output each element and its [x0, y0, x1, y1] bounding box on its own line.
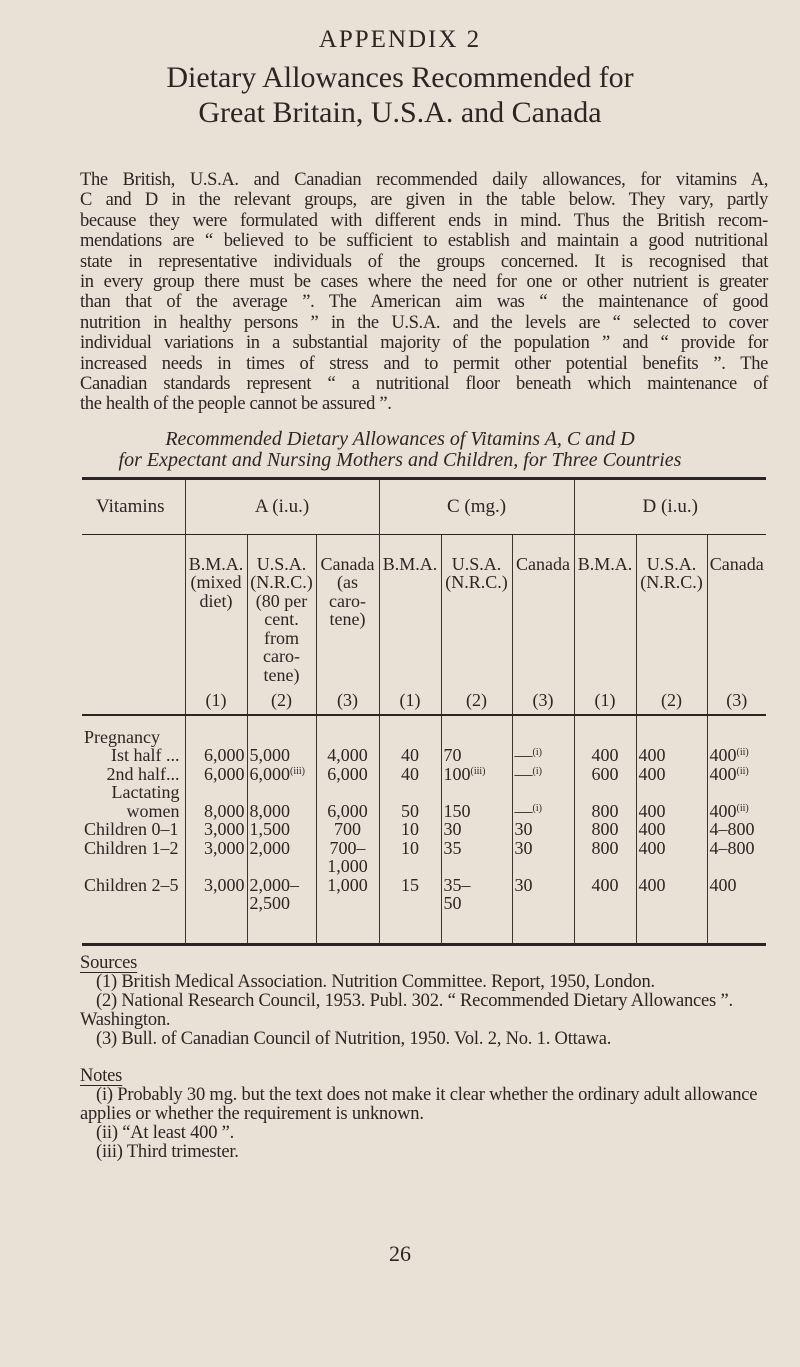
table-cell — [512, 746, 574, 765]
cell-value: 400 — [709, 763, 737, 784]
cell-value: 400 — [709, 874, 737, 895]
cell-value: 400 — [709, 800, 737, 821]
cell-value: 400 — [638, 745, 666, 766]
caption-line: Recommended Dietary Allowances of Vitamins A, C and D — [165, 427, 635, 450]
table-cell — [636, 839, 707, 876]
cell-value: 30 — [514, 874, 533, 895]
table-cell — [574, 783, 636, 820]
table-cell — [574, 839, 636, 876]
subheader-empty — [82, 685, 185, 715]
cell-value: 10 — [401, 837, 419, 858]
appendix-heading: APPENDIX 2 — [318, 26, 482, 53]
cell-value: 15 — [401, 874, 419, 895]
table-cell — [247, 746, 316, 765]
cell-value: 1,500 — [249, 819, 290, 840]
subheader-cell — [636, 534, 707, 685]
table-source-number-row — [82, 685, 766, 715]
source-number: (3) — [337, 690, 358, 711]
table-cell — [707, 765, 766, 784]
cell-value: 6,000 — [327, 763, 368, 784]
note-item: (i) Probably 30 mg. but the text does not make it clear whether the ordinary adult allowance — [96, 1084, 758, 1105]
table-cell — [379, 839, 441, 876]
source-number: (3) — [726, 690, 748, 711]
table-header-row — [82, 478, 766, 534]
table-cell — [185, 839, 247, 876]
intro-line: in every group there must be cases where the need for one or other nutrient is greater — [80, 272, 768, 293]
subheader-cell — [574, 534, 636, 685]
table-cell — [707, 746, 766, 765]
table-row — [82, 783, 766, 820]
cell-value: 400 — [709, 745, 737, 766]
cell-value: 40 — [401, 763, 419, 784]
cell-value: 70 — [443, 745, 462, 766]
intro-line: C and D in the relevant groups, are given in the table below. They vary, partly — [80, 190, 768, 211]
row-label: Children 2–5 — [82, 876, 185, 945]
header-vitamin-d: D (i.u.) — [574, 478, 766, 534]
table-cell — [574, 876, 636, 945]
cell-value: 2,000– 2,500 — [249, 874, 299, 914]
table-row — [82, 839, 766, 876]
subheader-cell — [441, 534, 512, 685]
cell-value: 6,000 — [327, 800, 368, 821]
table-cell — [707, 839, 766, 876]
cell-value: 4–800 — [709, 837, 755, 858]
table-cell — [247, 820, 316, 839]
cell-value: 30 — [514, 819, 533, 840]
cell-value: 400 — [591, 874, 619, 895]
cell-value: 10 — [401, 819, 419, 840]
source-number: (1) — [594, 690, 616, 711]
intro-line: mendations are “ believed to be sufficient to establish and maintain a good nutritional — [80, 231, 768, 252]
cell-value: 400 — [638, 763, 666, 784]
table-cell — [441, 715, 512, 747]
table-cell — [512, 783, 574, 820]
table-cell — [379, 783, 441, 820]
table-cell — [512, 765, 574, 784]
cell-value: 35– 50 — [443, 874, 471, 914]
table-cell — [379, 820, 441, 839]
table-cell — [185, 765, 247, 784]
table-cell — [636, 876, 707, 945]
sources-heading: Sources — [80, 952, 138, 973]
table-cell — [512, 715, 574, 747]
subheader-cell — [512, 534, 574, 685]
page-number: 26 — [389, 1240, 411, 1266]
intro-line: The British, U.S.A. and Canadian recommended daily allowances, for vitamins A, — [80, 170, 768, 190]
table-cell — [441, 820, 512, 839]
footnote-ref: (iii) — [290, 765, 305, 777]
source-number-cell — [247, 685, 316, 715]
cell-value: 40 — [401, 745, 419, 766]
subheader-cell — [316, 534, 379, 685]
cell-value: 400 — [638, 800, 666, 821]
page-title — [0, 60, 800, 130]
cell-value: 35 — [443, 837, 462, 858]
sources-section — [80, 954, 770, 1049]
cell-value: 4–800 — [709, 819, 755, 840]
cell-value: 6,000 — [204, 763, 245, 784]
table-cell — [316, 839, 379, 876]
table-row — [82, 715, 766, 747]
cell-value: 3,000 — [204, 837, 245, 858]
source-number-cell — [441, 685, 512, 715]
subheader-cell — [185, 534, 247, 685]
table-cell — [185, 715, 247, 747]
cell-value: 30 — [443, 819, 462, 840]
subheader-text: Canada — [709, 553, 764, 574]
cell-value: 8,000 — [204, 800, 245, 821]
table-cell — [574, 715, 636, 747]
table-row — [82, 876, 766, 945]
cell-value: 2,000 — [249, 837, 290, 858]
subheader-text: B.M.A. — [577, 553, 633, 574]
footnote-ref: (i) — [532, 747, 542, 759]
table-cell — [441, 839, 512, 876]
subheader-text: Canada — [516, 553, 570, 574]
header-vitamin-a: A (i.u.) — [185, 478, 379, 534]
table-row — [82, 765, 766, 784]
table-cell — [707, 715, 766, 747]
source-number-cell — [379, 685, 441, 715]
intro-line: individual variations in a substantial majority of the population ” and “ provide for — [80, 333, 768, 354]
source-number: (1) — [205, 690, 227, 711]
table-cell — [512, 876, 574, 945]
table-cell — [185, 746, 247, 765]
title-line: Great Britain, U.S.A. and Canada — [198, 96, 602, 129]
table-cell — [636, 715, 707, 747]
cell-value: 30 — [514, 837, 533, 858]
footnote-ref: (i) — [532, 802, 542, 814]
intro-line: state in representative individuals of the groups concerned. It is recognised that — [80, 251, 768, 272]
intro-line: Canadian standards represent “ a nutritional floor beneath which maintenance of — [80, 374, 768, 395]
table-cell — [316, 715, 379, 747]
cell-value: — — [514, 800, 533, 821]
header-vitamin-c: C (mg.) — [379, 478, 574, 534]
subheader-cell — [247, 534, 316, 685]
table-cell — [185, 820, 247, 839]
title-line: Dietary Allowances Recommended for — [166, 61, 634, 94]
row-label: Pregnancy — [82, 715, 185, 747]
footnote-ref: (i) — [532, 765, 542, 777]
table-cell — [379, 765, 441, 784]
cell-value: 600 — [591, 763, 619, 784]
table-cell — [441, 783, 512, 820]
note-item: (iii) Third trimester. — [96, 1141, 239, 1162]
row-label: Children 0–1 — [82, 820, 185, 839]
intro-line: than that of the average ”. The American aim was “ the maintenance of good — [80, 292, 768, 313]
cell-value: 1,000 — [327, 874, 368, 895]
source-number-cell — [707, 685, 766, 715]
table-caption — [0, 429, 800, 471]
source-number-cell — [574, 685, 636, 715]
source-number-cell — [636, 685, 707, 715]
caption-line: for Expectant and Nursing Mothers and Children, for Three Countries — [118, 448, 682, 471]
cell-value: 800 — [591, 819, 619, 840]
table-cell — [247, 765, 316, 784]
source-number-cell — [316, 685, 379, 715]
cell-value: 400 — [638, 874, 666, 895]
table-cell — [247, 715, 316, 747]
source-number: (2) — [271, 690, 292, 711]
table-cell — [316, 876, 379, 945]
cell-value: 400 — [638, 819, 666, 840]
intro-line: because they were formulated with different ends in mind. Thus the British recom- — [80, 210, 768, 231]
source-item: (2) National Research Council, 1953. Publ. 302. “ Recommended Dietary Allowances ”. — [96, 990, 733, 1011]
table-cell — [247, 839, 316, 876]
subheader-empty — [82, 534, 185, 685]
source-number: (1) — [399, 690, 421, 711]
table-cell — [512, 839, 574, 876]
table-cell — [707, 783, 766, 820]
table-cell — [574, 820, 636, 839]
table-cell — [316, 783, 379, 820]
table-subheader-row — [82, 534, 766, 685]
cell-value: 800 — [591, 800, 619, 821]
cell-value: 50 — [401, 800, 419, 821]
source-item: (3) Bull. of Canadian Council of Nutrition, 1950. Vol. 2, No. 1. Ottawa. — [96, 1028, 612, 1049]
note-item: applies or whether the requirement is unknown. — [80, 1103, 424, 1124]
table-cell — [636, 783, 707, 820]
table-cell — [441, 876, 512, 945]
subheader-text: U.S.A. (N.R.C.) (80 per cent. from caro- tene) — [250, 553, 313, 685]
cell-value: 6,000 — [249, 763, 290, 784]
cell-value: 5,000 — [249, 745, 290, 766]
row-label: Lactating women — [82, 783, 185, 820]
note-item: (ii) “At least 400 ”. — [96, 1122, 235, 1143]
subheader-text: Canada (as caro- tene) — [320, 553, 375, 630]
subheader-text: U.S.A. (N.R.C.) — [445, 553, 508, 593]
table-cell — [636, 765, 707, 784]
cell-value: 400 — [591, 745, 619, 766]
notes-section — [80, 1067, 770, 1162]
table-cell — [441, 765, 512, 784]
table-cell — [707, 820, 766, 839]
table-cell — [636, 820, 707, 839]
table-cell — [185, 876, 247, 945]
allowances-table — [82, 477, 766, 946]
intro-line: the health of the people cannot be assured ”. — [80, 394, 392, 415]
subheader-text: U.S.A. (N.R.C.) — [640, 553, 703, 593]
source-number-cell — [185, 685, 247, 715]
table-cell — [316, 765, 379, 784]
table-cell — [316, 820, 379, 839]
table-cell — [247, 783, 316, 820]
header-vitamins: Vitamins — [82, 478, 185, 534]
intro-line: nutrition in healthy persons ” in the U.S.A. and the levels are “ selected to cover — [80, 312, 768, 333]
cell-value: 400 — [638, 837, 666, 858]
cell-value: 700– 1,000 — [327, 837, 368, 877]
notes-heading: Notes — [80, 1065, 123, 1086]
cell-value: 3,000 — [204, 819, 245, 840]
table-cell — [574, 765, 636, 784]
subheader-text: B.M.A. — [382, 553, 438, 574]
footnote-ref: (ii) — [736, 802, 749, 814]
subheader-cell — [707, 534, 766, 685]
table-row — [82, 746, 766, 765]
footnote-ref: (iii) — [470, 765, 486, 777]
intro-line: increased needs in times of stress and to permit other potential benefits ”. The — [80, 353, 768, 374]
row-label: Children 1–2 — [82, 839, 185, 876]
source-number: (2) — [661, 690, 682, 711]
subheader-cell — [379, 534, 441, 685]
cell-value: 3,000 — [204, 874, 245, 895]
cell-value: 8,000 — [249, 800, 290, 821]
table-cell — [379, 715, 441, 747]
intro-paragraph — [80, 170, 768, 415]
cell-value: — — [514, 763, 533, 784]
table-cell — [636, 746, 707, 765]
cell-value: 4,000 — [327, 745, 368, 766]
cell-value: 800 — [591, 837, 619, 858]
table-cell — [441, 746, 512, 765]
cell-value: 100 — [443, 763, 471, 784]
cell-value: — — [514, 745, 533, 766]
source-number: (3) — [532, 690, 554, 711]
table-cell — [379, 746, 441, 765]
row-label: Ist half ... — [82, 746, 185, 765]
table-cell — [185, 783, 247, 820]
table-cell — [574, 746, 636, 765]
cell-value: 6,000 — [204, 745, 245, 766]
footnote-ref: (ii) — [736, 747, 749, 759]
table-cell — [379, 876, 441, 945]
table-cell — [707, 876, 766, 945]
source-number: (2) — [466, 690, 487, 711]
table-row — [82, 820, 766, 839]
cell-value: 700 — [334, 819, 361, 840]
footnote-ref: (ii) — [736, 765, 749, 777]
table-cell — [316, 746, 379, 765]
cell-value: 150 — [443, 800, 471, 821]
table-cell — [512, 820, 574, 839]
source-item: Washington. — [80, 1009, 171, 1030]
source-item: (1) British Medical Association. Nutrition Committee. Report, 1950, London. — [96, 971, 655, 992]
table-cell — [247, 876, 316, 945]
row-label: 2nd half... — [82, 765, 185, 784]
source-number-cell — [512, 685, 574, 715]
subheader-text: B.M.A. (mixed diet) — [188, 553, 244, 611]
